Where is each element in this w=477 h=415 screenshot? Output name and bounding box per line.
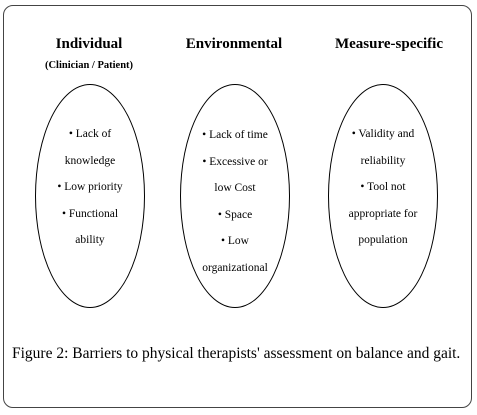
item: population (358, 234, 408, 246)
item: • Lack of (68, 128, 112, 140)
figure-caption (12, 343, 464, 364)
column-title-environmental: Environmental (185, 36, 283, 52)
item: • Low priority (57, 181, 123, 193)
item: reliability (360, 154, 406, 167)
column-subtitle-individual: (Clinician / Patient) (44, 60, 134, 71)
item: knowledge (64, 154, 116, 167)
item: appropriate for (348, 207, 418, 220)
items-environmental (175, 122, 295, 281)
item: low Cost (214, 182, 256, 194)
item: • Validity and (351, 128, 415, 140)
item: • Tool not (360, 181, 406, 193)
item: • Excessive or (202, 155, 268, 168)
item: ability (75, 234, 105, 246)
item: • Space (217, 208, 253, 221)
items-individual (30, 121, 150, 254)
items-measure-specific (323, 121, 443, 254)
item: • Low (221, 235, 249, 247)
item: • Lack of time (202, 129, 268, 141)
column-title-measure-specific: Measure-specific (334, 36, 444, 52)
item: • Functional (61, 207, 119, 220)
item: organizational (202, 261, 268, 274)
caption-text: Barriers to physical therapists' assessment on balance and gait. (68, 345, 461, 362)
column-title-individual: Individual (55, 36, 123, 52)
caption-label: Figure 2: (12, 345, 69, 362)
